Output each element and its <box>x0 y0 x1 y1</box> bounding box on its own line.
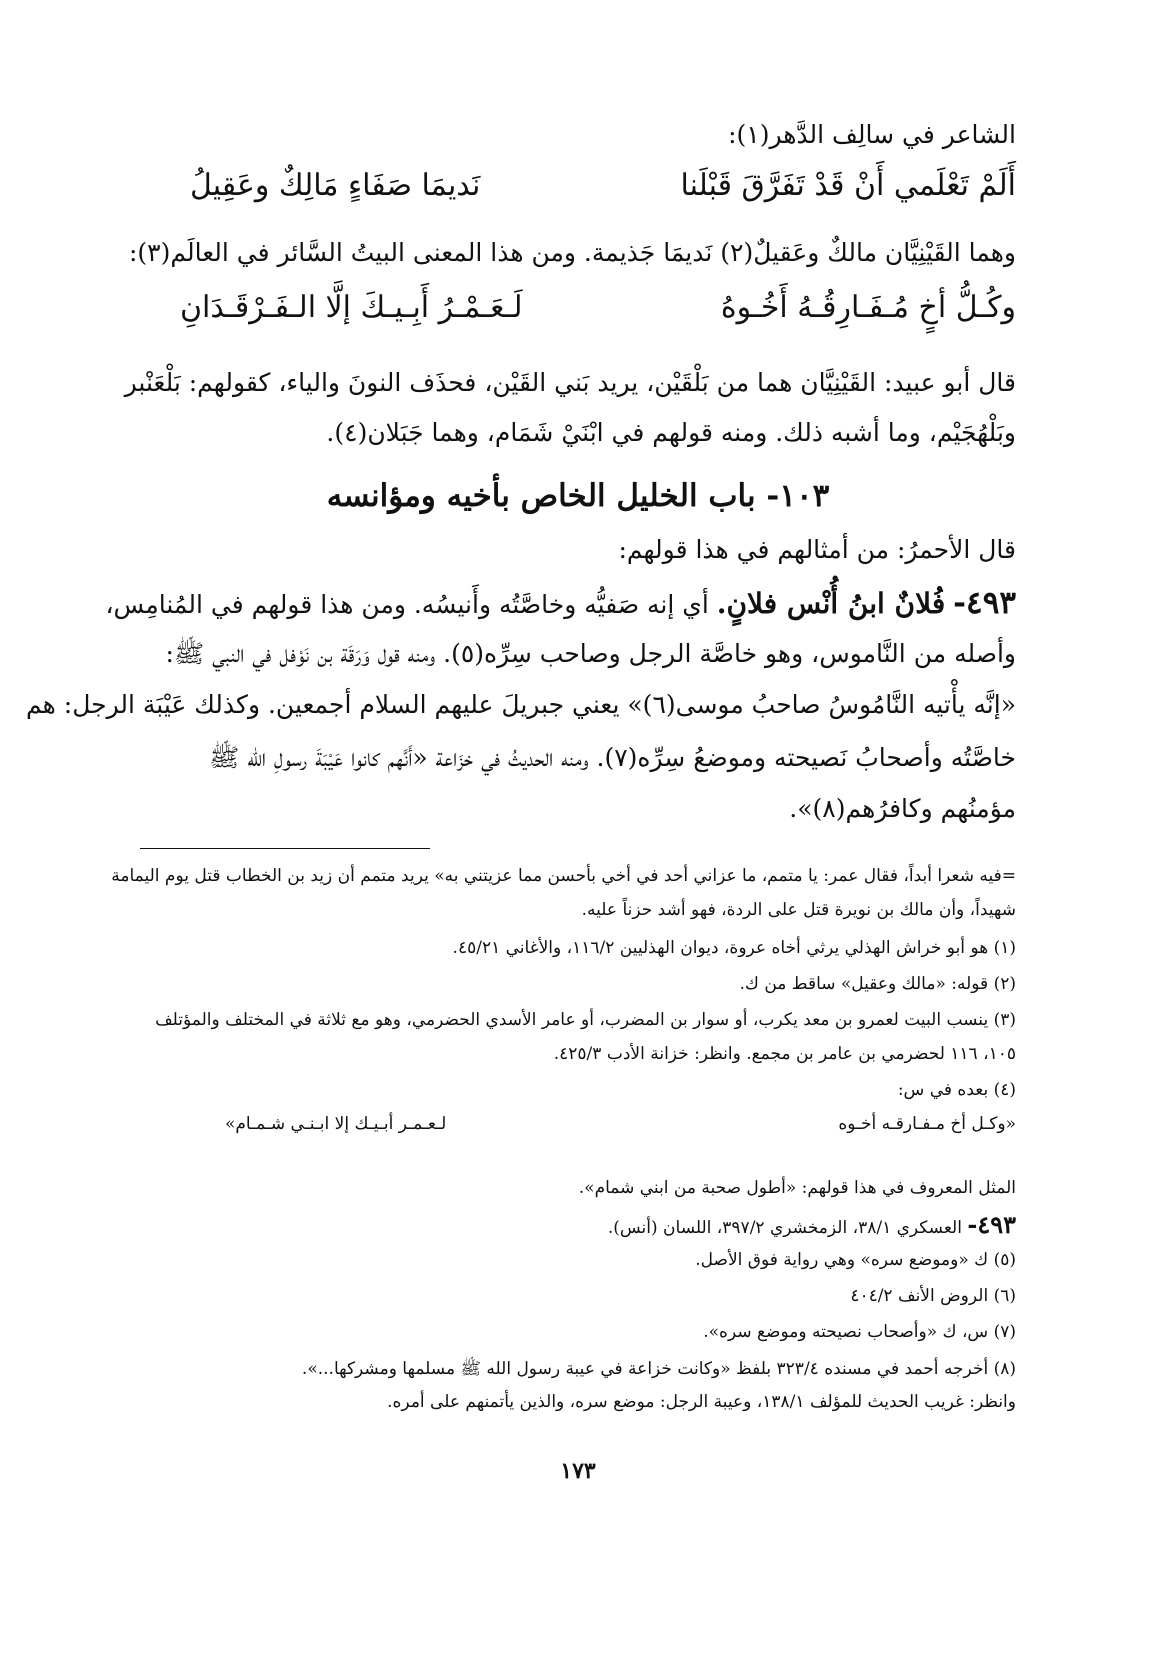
chapter-heading: ١٠٣- باب الخليل الخاص بأخيه ومؤانسه <box>326 478 830 514</box>
footnote-5: (٥) ك «وموضع سره» وهي رواية فوق الأصل. <box>695 1250 1016 1270</box>
footnote-8b: وانظر: غريب الحديث للمؤلف ١٣٨/١، وعيبة الرجل: موضع سره، والذين يأتمنهم على أمره. <box>387 1392 1016 1412</box>
footnote-8a: (٨) أخرجه أحمد في مسنده ٣٢٣/٤ بلفظ «وكانت خزاعة في عيبة رسول الله ﷺ مسلمها ومشركها...». <box>301 1359 1016 1379</box>
body-line-3: قال أبو عبيد: القَيْنِيَّان هما من بَلْقَيْن، يريد بَني القَيْن، فحذَف النونَ والياء، كقولهم: بَلْعَنْبر <box>124 368 1016 397</box>
body-line-2: وهما القَيْنِيَّان مالكٌ وعَقيلٌ(٢) نَديمَا جَذيمة. ومن هذا المعنى البيتُ السَّائر في العالَم(٣): <box>128 238 1016 267</box>
body-line-10: مؤمنُهم وكافرُهم(٨)». <box>789 794 1016 823</box>
verse-2-second-hemistich: لَـعَـمْـرُ أَبِـيـكَ إلَّا الـفَـرْقَـدَانِ <box>180 290 523 325</box>
footnote-1: (١) هو أبو خراش الهذلي يرثي أخاه عروة، ديوان الهذليين ١١٦/٢، والأغاني ٤٥/٢١. <box>452 938 1016 958</box>
proverb-note-1: المثل المعروف في هذا قولهم: «أطول صحبة من ابني شمام». <box>578 1178 1016 1198</box>
body-line-1: الشاعر في سالِف الدَّهر(١): <box>728 120 1016 149</box>
page-number: ١٧٣ <box>560 1458 596 1484</box>
proverb-line <box>105 585 1016 621</box>
proverb-note-2 <box>136 1210 1016 1239</box>
body-line-5: قال الأحمرُ: من أمثالهم في هذا قولهم: <box>618 535 1016 564</box>
proverb-note-sources: العسكري ٣٨/١، الزمخشري ٣٩٧/٢، اللسان (أنس). <box>607 1218 962 1238</box>
verse-1-second-hemistich: نَديمَا صَفَاءٍ مَالِكٌ وعَقِيلُ <box>190 168 481 203</box>
proverb-text: فُلانٌ ابنُ أُنْس فلانٍ. <box>716 587 946 620</box>
body-line-8: «إنَّه يأْتيه النَّامُوسُ صاحبُ موسى(٦)» يعني جبريلَ عليهم السلام أجمعين. وكذلك عَيْبَة الرجل: هم <box>26 690 1016 719</box>
proverb-number: ٤٩٣- <box>953 585 1016 621</box>
proverb-note-number: ٤٩٣- <box>967 1210 1016 1239</box>
body-line-9: خاصَّتُه وأصحابُ نَصيحته وموضعُ سِرِّه(٧). ومنه الحديثُ في خزَاعة «أَنَّهم كانوا عَيْبَةَ رسولِ الله ﷺ <box>209 743 1016 772</box>
footnote-continuation-2: شهيداً، وأن مالك بن نويرة قتل على الردة، فهو أشد حزناً عليه. <box>581 900 1016 920</box>
footnote-4-verse-first: «وكـل أخ مـفـارقـه أخـوه <box>838 1114 1016 1134</box>
footnote-2: (٢) قوله: «مالك وعقيل» ساقط من ك. <box>739 974 1016 994</box>
footnote-3a: (٣) ينسب البيت لعمرو بن معد يكرب، أو سوار بن المضرب، أو عامر الأسدي الحضرمي، وهو مع ثلاثة في المختلف والمؤتلف <box>155 1010 1016 1030</box>
verse-2-first-hemistich: وكُـلُّ أخٍ مُـفَـارِقُـهُ أَخُـوهُ <box>720 290 1016 325</box>
body-line-4: وبَلْهُجَيْم، وما أشبه ذلك. ومنه قولهم في ابْنَيْ شَمَام، وهما جَبَلان(٤). <box>326 418 1016 447</box>
footnote-3b: ١٠٥، ١١٦ لحضرمي بن عامر بن مجمع. وانظر: خزانة الأدب ٤٢٥/٣. <box>553 1044 1016 1064</box>
body-line-7: وأصله من النَّاموس، وهو خاصَّة الرجل وصاحب سِرِّه(٥). ومنه قول وَرَقَة بن نَوْفل في النبي ﷺ: <box>165 639 1016 668</box>
footnote-4: (٤) بعده في س: <box>897 1080 1016 1100</box>
proverb-explanation: أي إنه صَفيُّه وخاصَّتُه وأَنيسُه. ومن هذا قولهم في المُنامِس، <box>105 590 709 619</box>
footnote-separator <box>140 848 430 849</box>
footnote-7: (٧) س، ك «وأصحاب نصيحته وموضع سره». <box>703 1322 1016 1342</box>
verse-1-first-hemistich: أَلَمْ تَعْلَمي أَنْ قَدْ تَفَرَّقَ قَبْلَنا <box>680 168 1016 203</box>
footnote-continuation-1: =فيه شعرا أبداً، فقال عمر: يا متمم، ما عزاني أحد في أخي بأحسن مما عزيتني به» يريد متمم أن زيد بن الخطاب قتل يوم اليمامة <box>111 866 1016 886</box>
footnote-4-verse-second: لـعـمـر أبـيـك إلا ابـنـي شـمـام» <box>225 1114 447 1134</box>
footnote-6: (٦) الروض الأنف ٤٠٤/٢ <box>850 1286 1016 1306</box>
